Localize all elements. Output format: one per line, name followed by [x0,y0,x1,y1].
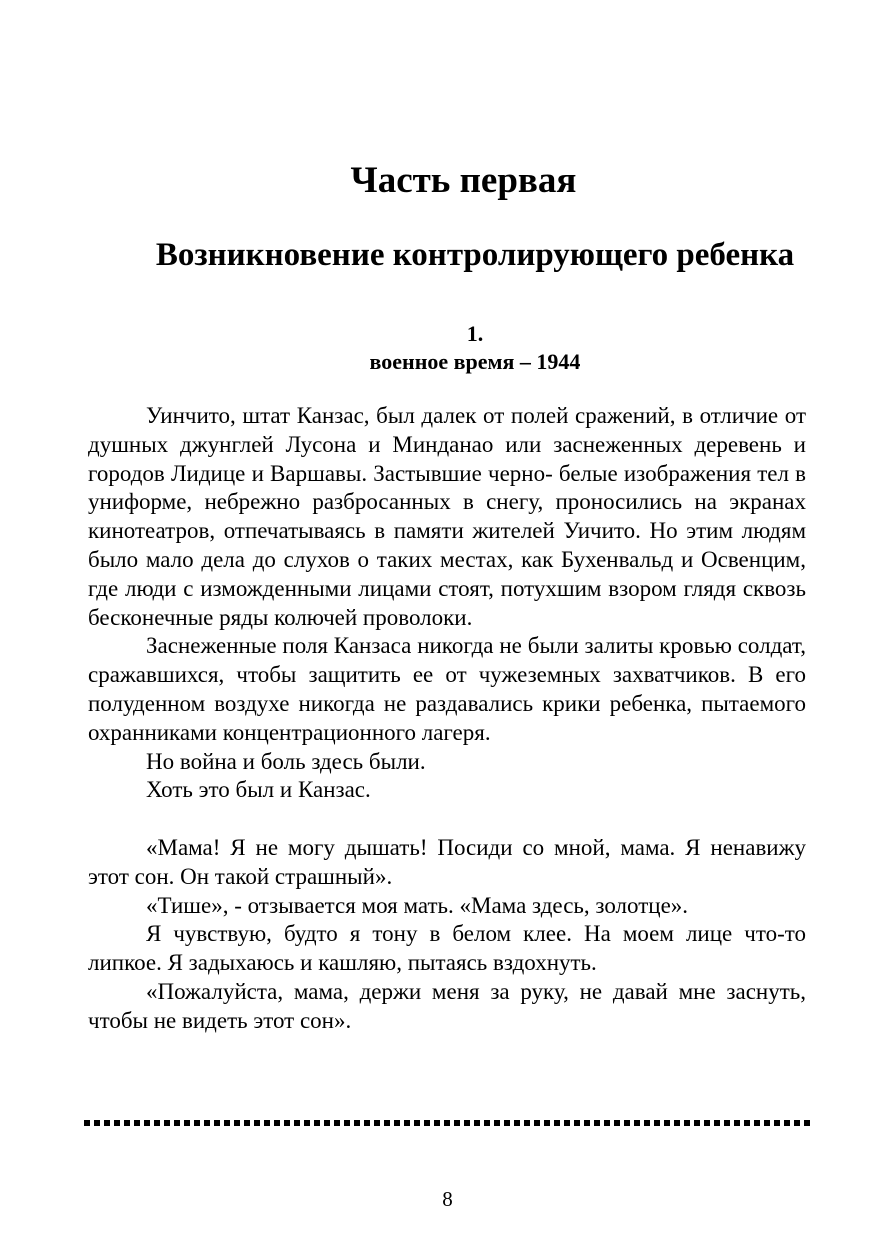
paragraph: Заснеженные поля Канзаса никогда не были залиты кровью солдат, сражавшихся, чтобы защитить ее от чужеземных захватчиков. В его полуденном воздухе никогда не раздавались крики ребенка, пытаемого охранниками концентрационного лагеря. [88,633,806,745]
chapter-body [88,402,806,1036]
paragraph: Уинчито, штат Канзас, был далек от полей сражений, в отличие от душных джунглей Лусона и Минданао или заснеженных деревень и городов Лидице и Варшавы. Застывшие черно- белые изображения тел в униформе, небрежно разбросанных в снегу, проносились на экранах кинотеатров, отпечатываясь в памяти жителей Уичито. Но этим людям было мало дела до слухов о таких местах, как Бухенвальд и Освенцим, где люди с изможденными лицами стоят, потухшим взором глядя сквозь бесконечные ряды колючей проволоки. [88,403,806,630]
chapter-subtitle: военное время – 1944 [369,349,581,374]
dotted-separator [84,1120,810,1126]
paragraph: Но война и боль здесь были. [146,748,426,774]
chapter-number: 1. [466,321,484,346]
paragraph: «Тише», - отзывается моя мать. «Мама здесь, золотце». [146,892,689,918]
part-title: Часть первая [350,160,577,201]
paragraph: Я чувствую, будто я тону в белом клее. На моем лице что-то липкое. Я задыхаюсь и кашляю, пытаясь вздохнуть. [88,921,806,976]
chapter-title: Возникновение контролирующего ребенка [155,237,795,273]
paragraph: «Пожалуйста, мама, держи меня за руку, не давай мне заснуть, чтобы не видеть этот сон». [88,978,806,1033]
page-number: 8 [442,1187,453,1211]
paragraph: «Мама! Я не могу дышать! Посиди со мной, мама. Я ненавижу этот сон. Он такой страшный». [88,834,806,889]
paragraph: Хоть это был и Канзас. [146,777,371,803]
